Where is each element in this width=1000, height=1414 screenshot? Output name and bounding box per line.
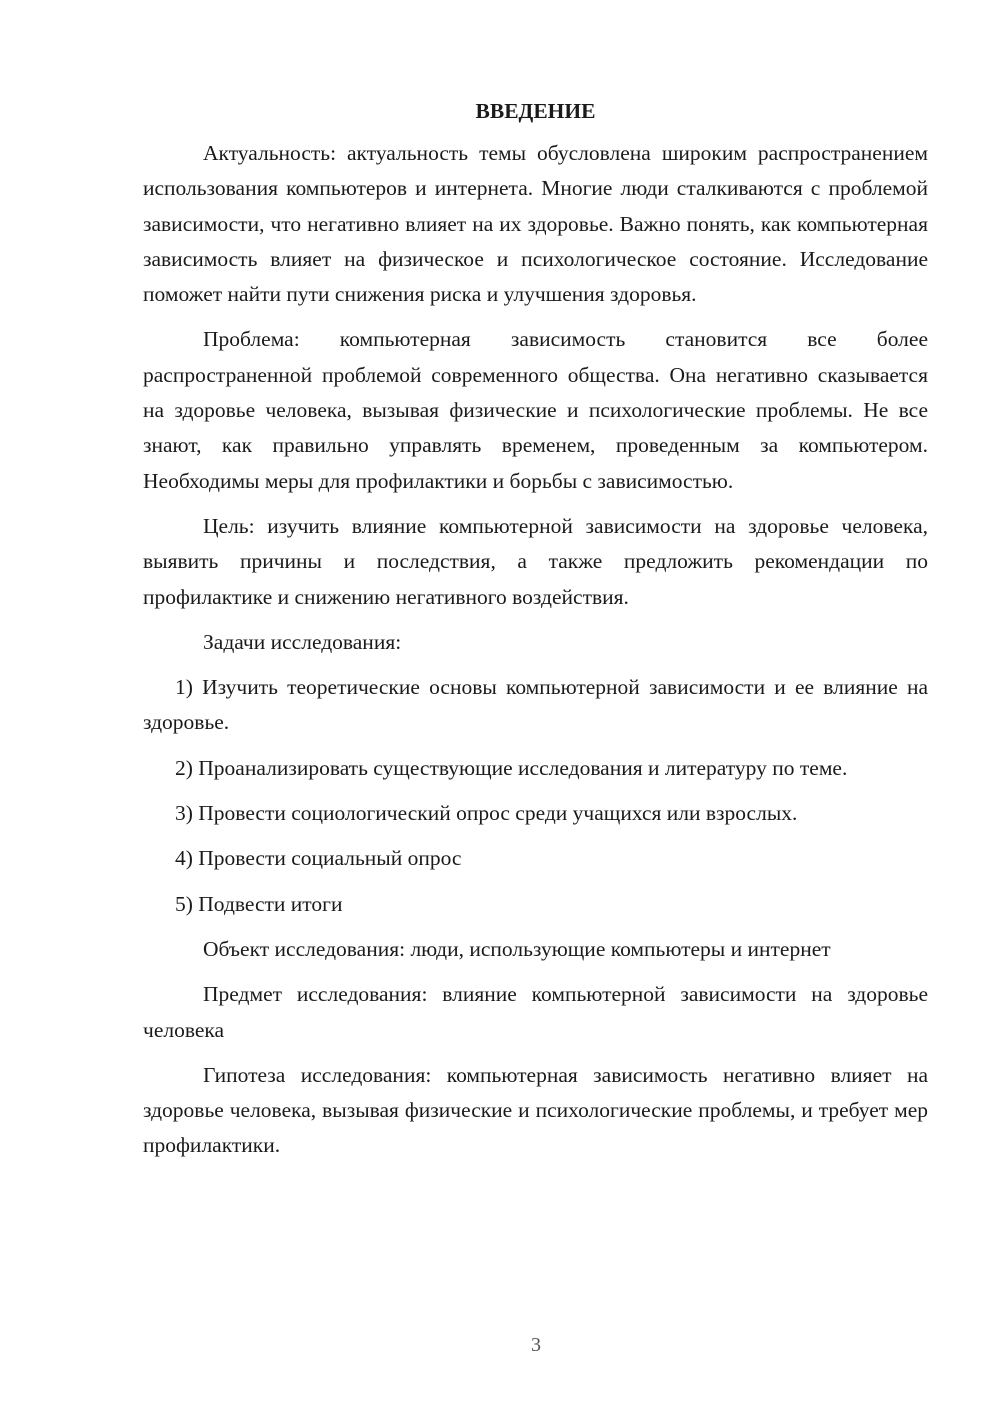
task-item-1: 1) Изучить теоретические основы компьютерной зависимости и ее влияние на здоровье. bbox=[143, 675, 928, 735]
goal-paragraph: Цель: изучить влияние компьютерной зависимости на здоровье человека, выявить причины и последствия, а также предложить рекомендации по профилактике и снижению негативного воздействия. bbox=[143, 513, 928, 609]
task-item-2: 2) Проанализировать существующие исследования и литературу по теме. bbox=[175, 755, 848, 780]
relevance-paragraph: Актуальность: актуальность темы обусловлена широким распространением использования компьютеров и интернета. Многие люди сталкиваются с проблемой зависимости, что негативно влияет на их здоровье. Важно понять, как компьютерная зависимость влияет на физическое и психологическое состояние. Исследование поможет найти пути снижения риска и улучшения здоровья. bbox=[143, 141, 928, 307]
tasks-heading: Задачи исследования: bbox=[203, 629, 402, 654]
task-item-4: 4) Провести социальный опрос bbox=[175, 846, 462, 871]
task-item-3: 3) Провести социологический опрос среди учащихся или взрослых. bbox=[175, 801, 798, 826]
subject-paragraph: Предмет исследования: влияние компьютерной зависимости на здоровье человека bbox=[143, 982, 928, 1042]
problem-paragraph: Проблема: компьютерная зависимость становится все более распространенной проблемой современного общества. Она негативно сказывается на здоровье человека, вызывая физические и психологические проблемы. Не все знают, как правильно управлять временем, проведенным за компьютером. Необходимы меры для профилактики и борьбы с зависимостью. bbox=[143, 327, 928, 493]
page-title: ВВЕДЕНИЕ bbox=[475, 99, 596, 123]
page-number: 3 bbox=[531, 1334, 541, 1356]
object-paragraph: Объект исследования: люди, использующие компьютеры и интернет bbox=[203, 936, 831, 961]
task-item-5: 5) Подвести итоги bbox=[175, 891, 343, 916]
page-content bbox=[143, 96, 928, 1174]
hypothesis-paragraph: Гипотеза исследования: компьютерная зависимость негативно влияет на здоровье человека, вызывая физические и психологические проблемы, и требует мер профилактики. bbox=[143, 1062, 928, 1158]
